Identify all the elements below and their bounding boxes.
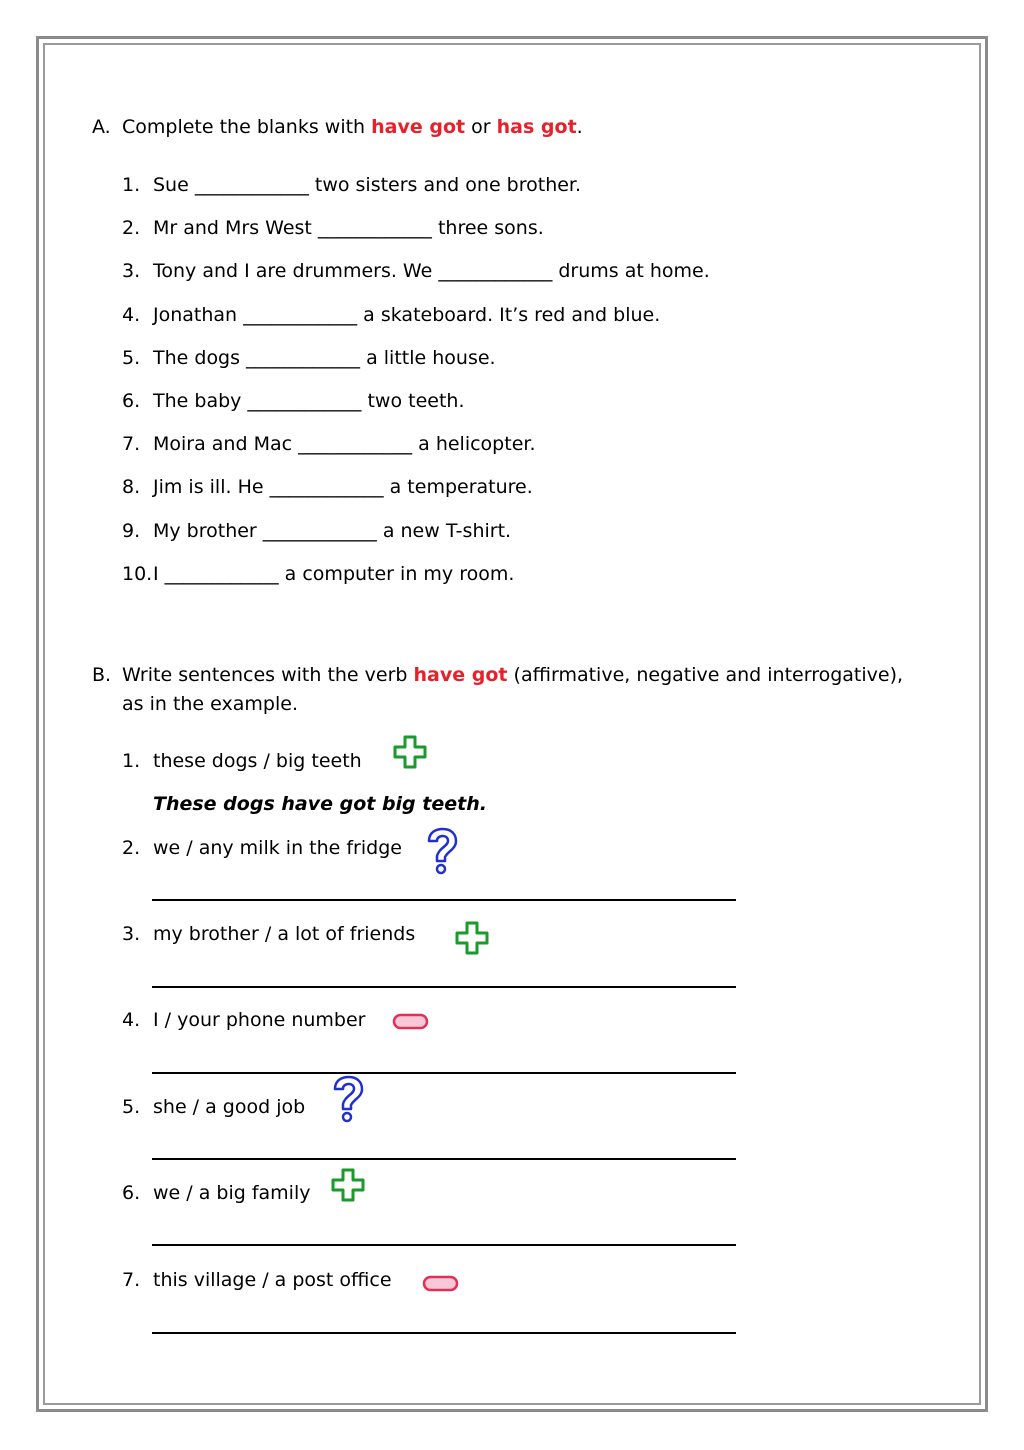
b-item-number: 7. (122, 1269, 141, 1291)
b-item-prompt: she / a good job (153, 1096, 306, 1118)
answer-line[interactable] (152, 1332, 736, 1334)
a-item-text: Mr and Mrs West ____________ three sons. (153, 217, 544, 239)
a-item-text: Jonathan ____________ a skateboard. It’s red and blue. (153, 304, 661, 326)
a-item-text: The baby ____________ two teeth. (153, 390, 465, 412)
question-icon (424, 826, 460, 876)
b-item-prompt: we / any milk in the fridge (153, 837, 402, 859)
section-a-instruction: Complete the blanks with have got or has got. (122, 116, 583, 138)
plus-icon (454, 920, 490, 956)
a-item-number: 7. (122, 433, 141, 455)
a-item-text: Moira and Mac ____________ a helicopter. (153, 433, 536, 455)
a-item-number: 1. (122, 174, 141, 196)
plus-icon (392, 734, 428, 770)
section-a-letter: A. (92, 116, 111, 138)
b-item-prompt: my brother / a lot of friends (153, 923, 416, 945)
b-item-prompt: we / a big family (153, 1182, 311, 1204)
a-item-number: 5. (122, 347, 141, 369)
plus-icon (330, 1167, 366, 1203)
question-icon (330, 1074, 366, 1124)
answer-line[interactable] (152, 899, 736, 901)
section-b-instruction: Write sentences with the verb have got (affirmative, negative and interrogative), (122, 664, 904, 686)
b-item-number: 3. (122, 923, 141, 945)
a-item-number: 8. (122, 476, 141, 498)
b-item-number: 5. (122, 1096, 141, 1118)
a-item-text: Jim is ill. He ____________ a temperature. (153, 476, 533, 498)
b-item-number: 4. (122, 1009, 141, 1031)
a-item-number: 2. (122, 217, 141, 239)
answer-line[interactable] (152, 1244, 736, 1246)
b-item-prompt: this village / a post office (153, 1269, 392, 1291)
b-item-number: 6. (122, 1182, 141, 1204)
a-item-number: 6. (122, 390, 141, 412)
a-item-text: The dogs ____________ a little house. (153, 347, 496, 369)
b-item-prompt: I / your phone number (153, 1009, 366, 1031)
a-item-text: Sue ____________ two sisters and one brother. (153, 174, 582, 196)
minus-icon (392, 1012, 430, 1032)
a-item-number: 9. (122, 520, 141, 542)
answer-line[interactable] (152, 1072, 736, 1074)
answer-line[interactable] (152, 1158, 736, 1160)
a-item-number: 3. (122, 260, 141, 282)
b-item-prompt: these dogs / big teeth (153, 750, 362, 772)
keyword-have-got: have got (371, 116, 466, 138)
example-answer: These dogs have got big teeth. (153, 793, 487, 815)
keyword-have-got: have got (413, 664, 508, 686)
b-item-number: 1. (122, 750, 141, 772)
b-item-number: 2. (122, 837, 141, 859)
a-item-text: I ____________ a computer in my room. (153, 563, 515, 585)
a-item-number: 10. (122, 563, 153, 585)
section-b-instruction-line2: as in the example. (122, 693, 298, 715)
answer-line[interactable] (152, 986, 736, 988)
a-item-number: 4. (122, 304, 141, 326)
section-b-letter: B. (92, 664, 112, 686)
minus-icon (422, 1274, 460, 1294)
keyword-has-got: has got (496, 116, 577, 138)
a-item-text: Tony and I are drummers. We ____________ drums at home. (153, 260, 710, 282)
a-item-text: My brother ____________ a new T-shirt. (153, 520, 512, 542)
